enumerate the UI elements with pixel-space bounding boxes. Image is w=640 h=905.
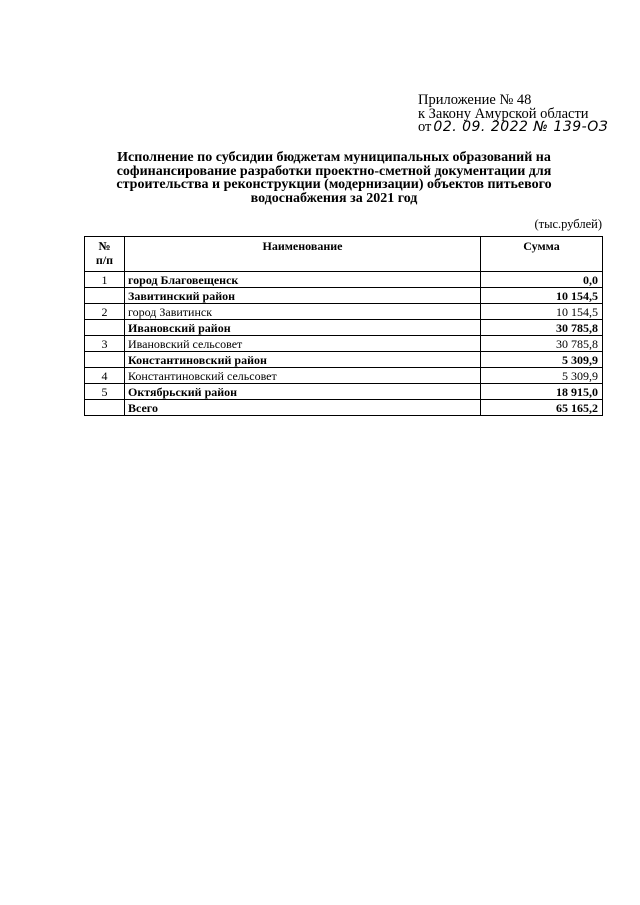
table-row-total xyxy=(85,400,603,416)
row-name: город Благовещенск xyxy=(125,272,481,288)
table-row xyxy=(85,384,603,400)
row-sum: 10 154,5 xyxy=(481,304,603,320)
title-line: водоснабжения за 2021 год xyxy=(250,190,418,206)
appendix-date-line xyxy=(418,121,608,135)
handwritten-date-number: 02. 09. 2022 № 139-ОЗ xyxy=(433,119,609,135)
row-sum: 18 915,0 xyxy=(481,384,603,400)
row-number xyxy=(85,288,125,304)
appendix-date-prefix: от xyxy=(418,119,432,135)
row-number: 4 xyxy=(85,368,125,384)
table-header-row xyxy=(85,237,603,272)
row-name: Завитинский район xyxy=(125,288,481,304)
appendix-number: Приложение № 48 xyxy=(418,92,532,108)
row-name: Константиновский район xyxy=(125,352,481,368)
table-row xyxy=(85,304,603,320)
table-row xyxy=(85,288,603,304)
appendix-law: к Закону Амурской области xyxy=(418,105,589,122)
row-name: Октябрьский район xyxy=(125,384,481,400)
row-sum: 30 785,8 xyxy=(481,336,603,352)
table-row xyxy=(85,336,603,352)
table-row xyxy=(85,352,603,368)
row-number: 1 xyxy=(85,272,125,288)
document-title xyxy=(84,151,584,205)
row-sum: 30 785,8 xyxy=(481,320,603,336)
row-number xyxy=(85,352,125,368)
row-sum: 10 154,5 xyxy=(481,288,603,304)
row-sum: 0,0 xyxy=(481,272,603,288)
row-number: 3 xyxy=(85,336,125,352)
table-row xyxy=(85,320,603,336)
row-name: Ивановский район xyxy=(125,320,481,336)
row-number xyxy=(85,400,125,416)
table-row xyxy=(85,368,603,384)
row-number: 5 xyxy=(85,384,125,400)
row-name: Всего xyxy=(125,400,481,416)
units-label: (тыс.рублей) xyxy=(534,217,602,231)
appendix-header xyxy=(418,94,608,135)
row-name: Константиновский сельсовет xyxy=(125,368,481,384)
title-line: софинансирование разработки проектно-сметной документации для xyxy=(116,163,552,179)
row-sum: 5 309,9 xyxy=(481,352,603,368)
header-sum: Сумма xyxy=(481,237,603,272)
row-number: 2 xyxy=(85,304,125,320)
header-number-sign: № xyxy=(98,239,111,253)
row-number xyxy=(85,320,125,336)
subsidy-table xyxy=(84,236,603,416)
header-name: Наименование xyxy=(125,237,481,272)
title-line: Исполнение по субсидии бюджетам муниципальных образований на xyxy=(117,150,551,165)
title-line: строительства и реконструкции (модернизации) объектов питьевого xyxy=(116,177,552,192)
row-name: Ивановский сельсовет xyxy=(125,336,481,352)
header-number-pp: п/п xyxy=(95,253,114,267)
header-number xyxy=(85,237,125,272)
row-sum: 5 309,9 xyxy=(481,368,603,384)
row-sum: 65 165,2 xyxy=(481,400,603,416)
table-row xyxy=(85,272,603,288)
row-name: город Завитинск xyxy=(125,304,481,320)
